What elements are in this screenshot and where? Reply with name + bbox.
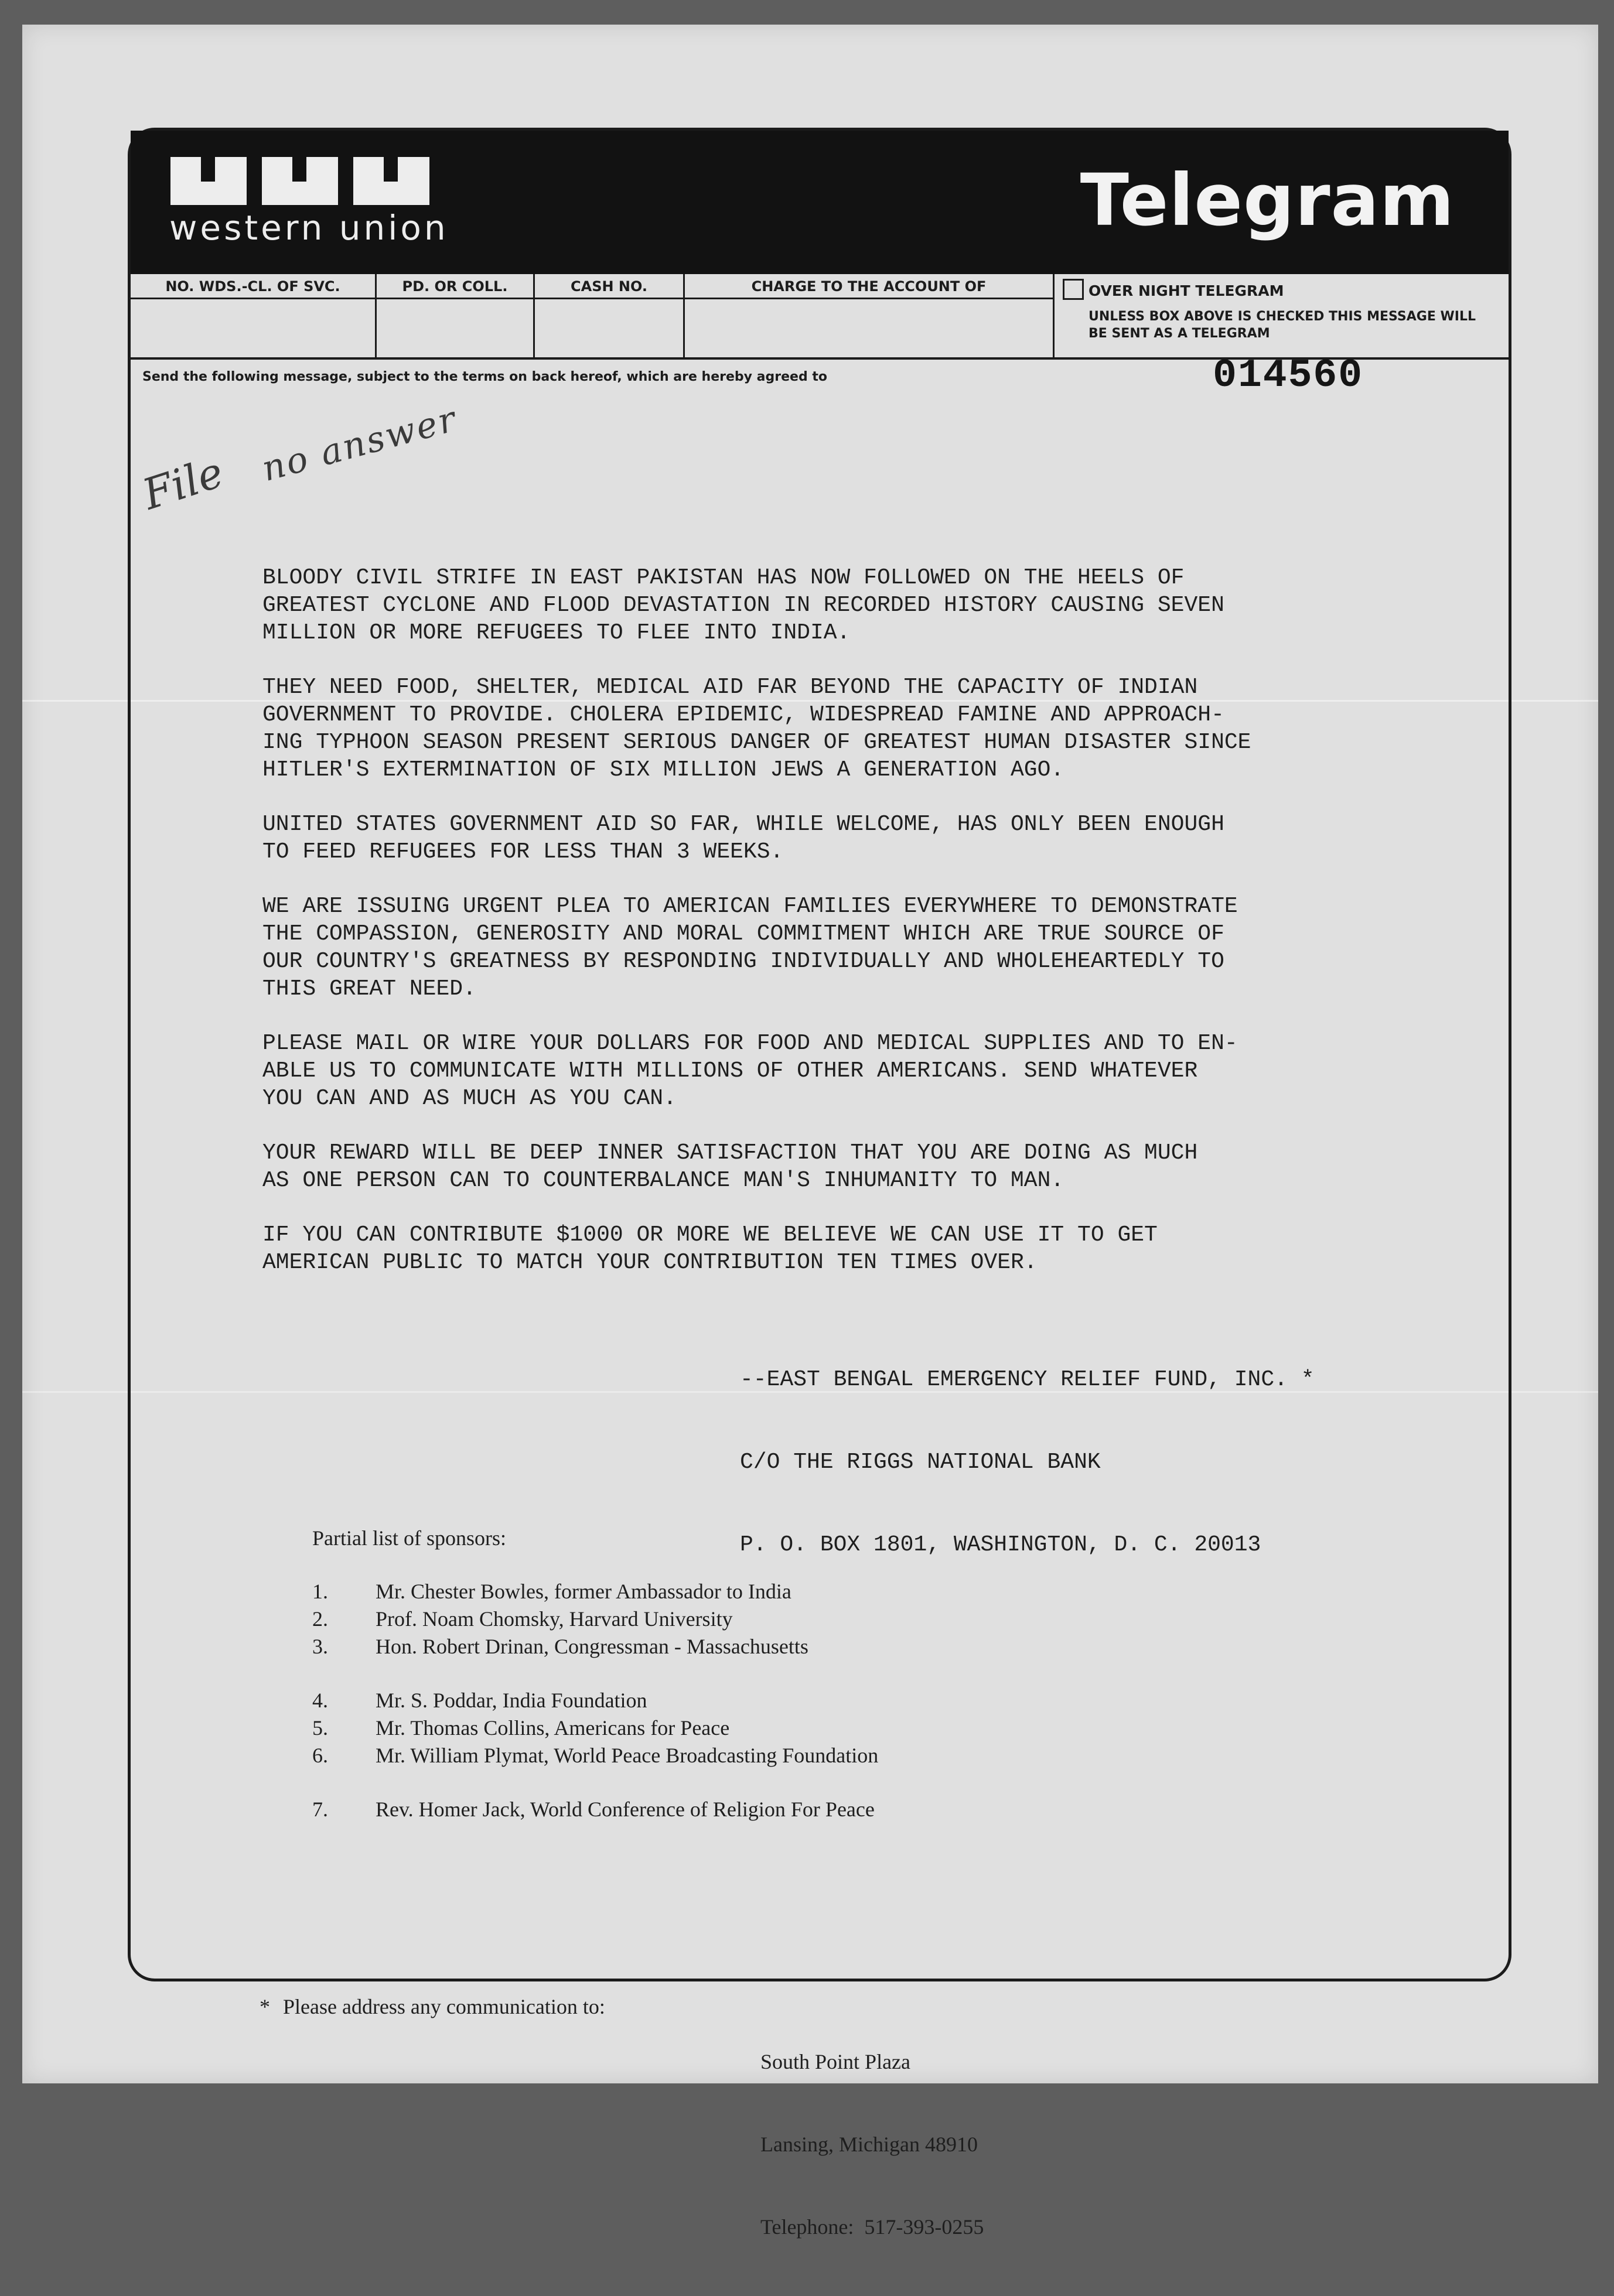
serial-number: 014560	[1213, 353, 1363, 398]
telegram-form	[128, 128, 1511, 2239]
footnote-marker: *	[260, 1995, 270, 2018]
box-pd-or-coll	[377, 274, 535, 357]
message-paragraph: THEY NEED FOOD, SHELTER, MEDICAL AID FAR BEYOND THE CAPACITY OF INDIAN GOVERNMENT TO PROVIDE. CHOLERA EPIDEMIC, WIDESPREAD FAMINE AND APPROACH- ING TYPHOON SEASON PRESENT SERIOUS DANGER OF GREATEST HUMAN DISASTER SINCE HITLER'S EXTERMINATION OF SIX MILLION JEWS A GENERATION AGO.	[262, 675, 1251, 783]
list-item	[312, 1578, 1425, 1605]
list-number: 3.	[312, 1635, 328, 1658]
list-item	[312, 1714, 1425, 1742]
list-number: 7.	[312, 1798, 328, 1821]
sponsor-list	[312, 1525, 1425, 1823]
list-text: Rev. Homer Jack, World Conference of Religion For Peace	[376, 1798, 875, 1821]
terms-line: Send the following message, subject to the terms on back hereof, which are hereby agreed to	[142, 370, 827, 384]
list-text: Mr. Thomas Collins, Americans for Peace	[376, 1716, 730, 1740]
contact-address	[760, 1993, 984, 2296]
list-text: Prof. Noam Chomsky, Harvard University	[376, 1607, 733, 1631]
message-paragraph: BLOODY CIVIL STRIFE IN EAST PAKISTAN HAS NOW FOLLOWED ON THE HEELS OF GREATEST CYCLONE AND FLOOD DEVASTATION IN RECORDED HISTORY CAUSING SEVEN MILLION OR MORE REFUGEES TO FLEE INTO INDIA.	[262, 565, 1224, 645]
overnight-option	[1055, 274, 1506, 357]
box-label: CASH NO.	[535, 274, 683, 299]
list-text: Mr. William Plymat, World Peace Broadcasting Foundation	[376, 1744, 879, 1767]
list-text: Hon. Robert Drinan, Congressman - Massachusetts	[376, 1635, 808, 1658]
signature-line: C/O THE RIGGS NATIONAL BANK	[740, 1450, 1101, 1475]
box-no-words	[131, 274, 377, 357]
list-item	[312, 1687, 1425, 1714]
box-cash-no	[535, 274, 685, 357]
box-label: NO. WDS.-CL. OF SVC.	[131, 274, 375, 299]
list-number: 2.	[312, 1607, 328, 1631]
box-label: CHARGE TO THE ACCOUNT OF	[685, 274, 1053, 299]
list-number: 4.	[312, 1689, 328, 1712]
list-item	[312, 1742, 1425, 1769]
overnight-checkbox[interactable]	[1063, 279, 1084, 300]
logo-text: western union	[169, 208, 449, 248]
handwritten-note-no-answer: no answer	[257, 398, 462, 490]
footnote-lead: Please address any communication to:	[283, 1995, 605, 2018]
page-title: Telegram	[1080, 159, 1455, 242]
message-paragraph: PLEASE MAIL OR WIRE YOUR DOLLARS FOR FOOD AND MEDICAL SUPPLIES AND TO EN- ABLE US TO COMMUNICATE WITH MILLIONS OF OTHER AMERICANS. SEND WHATEVER YOU CAN AND AS MUCH AS YOU CAN.	[262, 1031, 1238, 1111]
message-paragraph: IF YOU CAN CONTRIBUTE $1000 OR MORE WE BELIEVE WE CAN USE IT TO GET AMERICAN PUBLIC TO MATCH YOUR CONTRIBUTION TEN TIMES OVER.	[262, 1222, 1158, 1275]
address-line: Lansing, Michigan 48910	[760, 2133, 978, 2156]
service-boxes	[131, 274, 1509, 360]
sponsor-list-title: Partial list of sponsors:	[312, 1526, 506, 1550]
list-item	[312, 1605, 1425, 1633]
message-body	[262, 564, 1393, 1303]
western-union-logo-icon	[170, 157, 434, 205]
overnight-note: UNLESS BOX ABOVE IS CHECKED THIS MESSAGE WILL BE SENT AS A TELEGRAM	[1088, 309, 1476, 341]
list-text: Mr. Chester Bowles, former Ambassador to India	[376, 1580, 791, 1603]
signature-line: --EAST BENGAL EMERGENCY RELIEF FUND, INC. *	[740, 1367, 1315, 1392]
message-paragraph: WE ARE ISSUING URGENT PLEA TO AMERICAN FAMILIES EVERYWHERE TO DEMONSTRATE THE COMPASSION, GENEROSITY AND MORAL COMMITMENT WHICH ARE TRUE SOURCE OF OUR COUNTRY'S GREATNESS BY RESPONDING INDIVIDUALLY AND WHOLEHEARTEDLY TO THIS GREAT NEED.	[262, 894, 1238, 1002]
message-paragraph: UNITED STATES GOVERNMENT AID SO FAR, WHILE WELCOME, HAS ONLY BEEN ENOUGH TO FEED REFUGEES FOR LESS THAN 3 WEEKS.	[262, 812, 1224, 865]
list-number: 1.	[312, 1580, 328, 1603]
list-number: 6.	[312, 1744, 328, 1767]
list-item	[312, 1796, 1425, 1823]
signature-line: P. O. BOX 1801, WASHINGTON, D. C. 20013	[740, 1532, 1261, 1557]
message-paragraph: YOUR REWARD WILL BE DEEP INNER SATISFACTION THAT YOU ARE DOING AS MUCH AS ONE PERSON CAN TO COUNTERBALANCE MAN'S INHUMANITY TO MAN.	[262, 1140, 1198, 1193]
address-line: South Point Plaza	[760, 2050, 911, 2073]
address-line: Telephone: 517-393-0255	[760, 2215, 984, 2239]
box-charge-account	[685, 274, 1055, 357]
list-item	[312, 1633, 1425, 1660]
box-label: PD. OR COLL.	[377, 274, 533, 299]
overnight-label: OVER NIGHT TELEGRAM	[1088, 282, 1284, 299]
list-text: Mr. S. Poddar, India Foundation	[376, 1689, 647, 1712]
list-number: 5.	[312, 1716, 328, 1740]
header-banner	[131, 131, 1509, 274]
handwritten-note-file: File	[137, 447, 230, 520]
